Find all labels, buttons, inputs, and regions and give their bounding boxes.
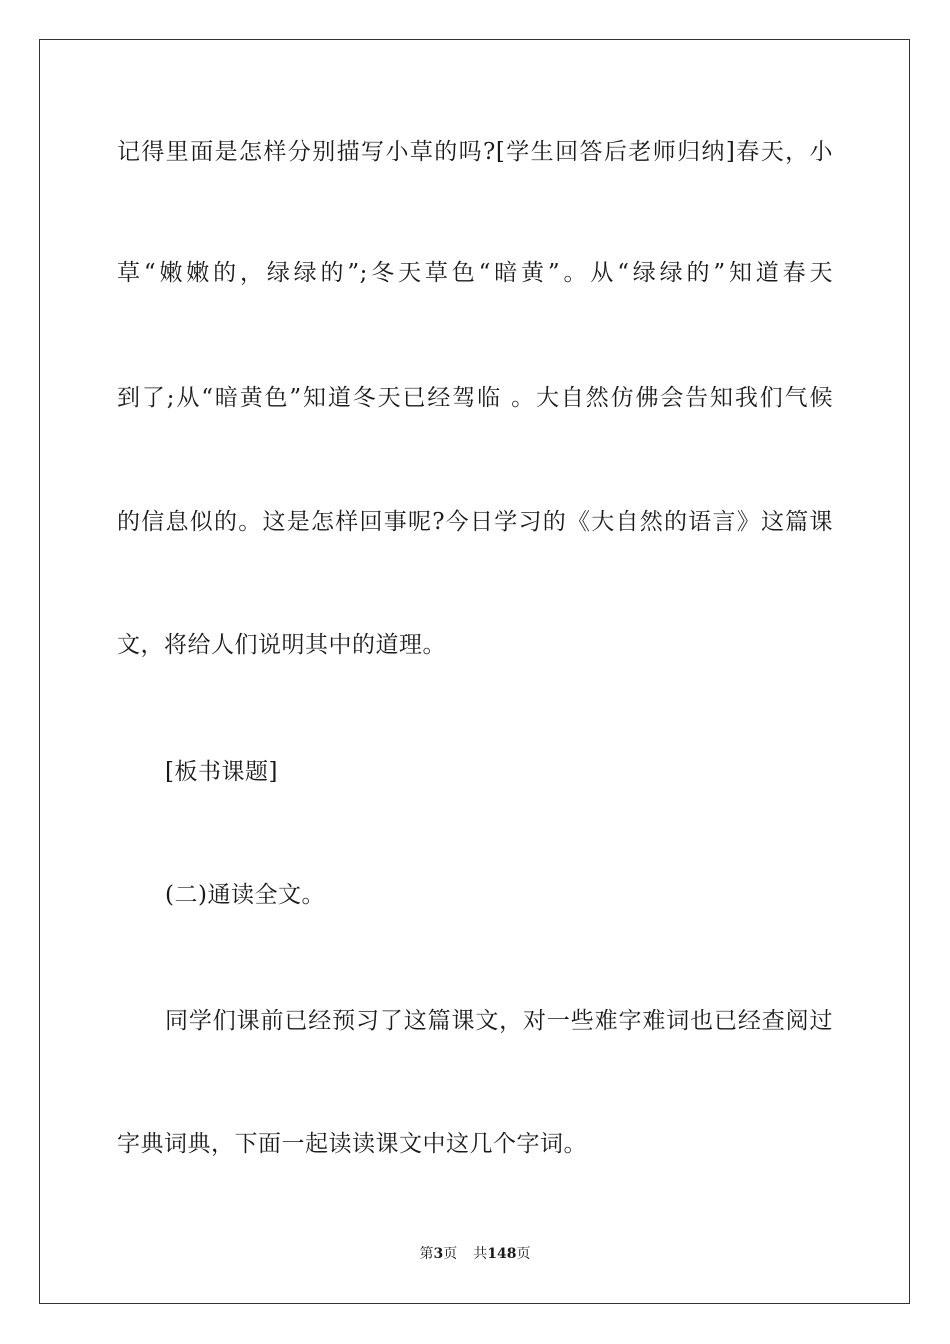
paragraph-line: 到了;从“暗黄色”知道冬天已经驾临 。大自然仿佛会告知我们气候: [117, 385, 833, 411]
total-pages: 148: [487, 1246, 517, 1262]
paragraph-line: 的信息似的。这是怎样回事呢?今日学习的《大自然的语言》这篇课: [117, 509, 833, 535]
total-suffix: 页: [516, 1246, 531, 1262]
page-suffix: 页: [443, 1246, 458, 1262]
paragraph-line: 字典词典，下面一起读读课文中这几个字词。: [117, 1131, 587, 1157]
paragraph-line: 同学们课前已经预习了这篇课文，对一些难字难词也已经查阅过: [165, 1008, 833, 1034]
page-number: 3: [433, 1246, 444, 1262]
paragraph-line: 记得里面是怎样分别描写小草的吗?[学生回答后老师归纳]春天，小: [117, 139, 833, 165]
page-prefix: 第: [419, 1246, 434, 1262]
paragraph-line: 文，将给人们说明其中的道理。: [117, 632, 446, 658]
page-border: [39, 39, 910, 1304]
paragraph-line: 草“嫩嫩的，绿绿的”;冬天草色“暗黄”。从“绿绿的”知道春天: [117, 260, 833, 286]
board-title-line: [板书课题]: [165, 759, 278, 785]
total-prefix: 共: [473, 1246, 488, 1262]
section-heading: (二)通读全文。: [165, 882, 325, 908]
page-footer: [0, 1245, 950, 1263]
